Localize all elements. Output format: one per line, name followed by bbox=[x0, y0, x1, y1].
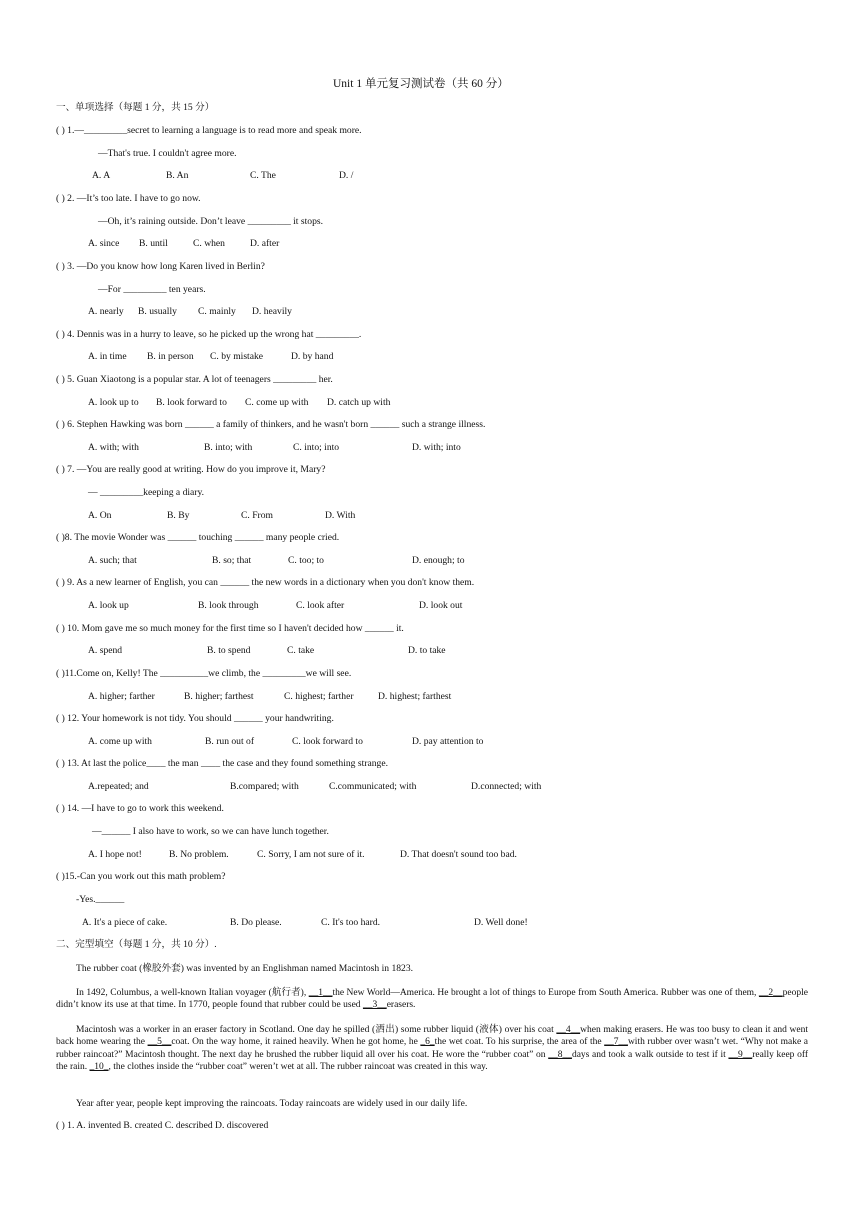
question-2-reply: —Oh, it’s raining outside. Don’t leave _________ it stops. bbox=[98, 216, 323, 227]
question-7-stem: ( ) 7. —You are really good at writing. How do you improve it, Mary? bbox=[56, 464, 326, 475]
question-1-option-d: D. / bbox=[339, 170, 354, 181]
blank-8[interactable]: __8__ bbox=[548, 1049, 572, 1060]
question-6-stem: ( ) 6. Stephen Hawking was born ______ a family of thinkers, and he wasn't born ______ such a strange illness. bbox=[56, 419, 486, 430]
question-5-option-a: A. look up to bbox=[88, 397, 139, 408]
question-13-option-d: D.connected; with bbox=[471, 781, 542, 792]
question-12-option-d: D. pay attention to bbox=[412, 736, 484, 747]
question-2-option-c: C. when bbox=[193, 238, 225, 249]
blank-1[interactable]: __1__ bbox=[308, 988, 333, 998]
blank-5[interactable]: __5__ bbox=[147, 1037, 172, 1048]
question-12-stem: ( ) 12. Your homework is not tidy. You should ______ your handwriting. bbox=[56, 713, 334, 724]
question-3-option-c: C. mainly bbox=[198, 306, 236, 317]
question-8-stem: ( )8. The movie Wonder was ______ touching ______ many people cried. bbox=[56, 532, 340, 543]
section1-heading: 一、单项选择（每题 1 分，共 15 分） bbox=[56, 102, 215, 113]
question-15-option-a: A. It's a piece of cake. bbox=[82, 917, 168, 928]
question-11-option-c: C. highest; farther bbox=[284, 691, 354, 702]
question-13-stem: ( ) 13. At last the police____ the man ____ the case and they found something strange. bbox=[56, 758, 388, 769]
question-6-option-c: C. into; into bbox=[293, 442, 340, 453]
question-3-stem: ( ) 3. —Do you know how long Karen lived in Berlin? bbox=[56, 261, 265, 272]
blank-7[interactable]: __7__ bbox=[604, 1037, 628, 1048]
question-10-option-c: C. take bbox=[287, 645, 315, 656]
question-7-option-c: C. From bbox=[241, 510, 273, 521]
question-7-option-a: A. On bbox=[88, 510, 112, 521]
blank-4[interactable]: __4__ bbox=[556, 1025, 581, 1035]
question-10-stem: ( ) 10. Mom gave me so much money for the first time so I haven't decided how ______ it. bbox=[56, 623, 404, 634]
question-10-option-a: A. spend bbox=[88, 645, 123, 656]
question-1-option-b: B. An bbox=[166, 170, 189, 181]
question-14-reply: —______ I also have to work, so we can have lunch together. bbox=[92, 826, 329, 837]
blank-2[interactable]: __2__ bbox=[758, 988, 783, 998]
question-13-option-a: A.repeated; and bbox=[88, 781, 149, 792]
passage-paragraph-4: Year after year, people kept improving the raincoats. Today raincoats are widely used in our daily life. bbox=[76, 1098, 468, 1109]
question-13-option-c: C.communicated; with bbox=[329, 781, 417, 792]
question-1-stem: ( ) 1.—_________secret to learning a language is to read more and speak more. bbox=[56, 125, 362, 136]
question-4-option-c: C. by mistake bbox=[210, 351, 264, 362]
question-9-option-b: B. look through bbox=[198, 600, 259, 611]
question-14-option-b: B. No problem. bbox=[169, 849, 229, 860]
question-12-option-a: A. come up with bbox=[88, 736, 152, 747]
question-8-option-a: A. such; that bbox=[88, 555, 137, 566]
question-14-stem: ( ) 14. —I have to go to work this weekend. bbox=[56, 803, 224, 814]
question-5-option-b: B. look forward to bbox=[156, 397, 227, 408]
question-5-option-d: D. catch up with bbox=[327, 397, 391, 408]
question-15-option-b: B. Do please. bbox=[230, 917, 282, 928]
cloze-question-1: ( ) 1. A. invented B. created C. described D. discovered bbox=[56, 1120, 269, 1131]
question-4-option-a: A. in time bbox=[88, 351, 127, 362]
question-14-option-d: D. That doesn't sound too bad. bbox=[400, 849, 517, 860]
question-7-option-b: B. By bbox=[167, 510, 190, 521]
question-11-option-a: A. higher; farther bbox=[88, 691, 155, 702]
question-13-option-b: B.compared; with bbox=[230, 781, 299, 792]
question-10-option-b: B. to spend bbox=[207, 645, 251, 656]
question-3-reply: —For _________ ten years. bbox=[98, 284, 206, 295]
question-4-option-d: D. by hand bbox=[291, 351, 334, 362]
passage-paragraph-1: The rubber coat (橡胶外套) was invented by an Englishman named Macintosh in 1823. bbox=[76, 963, 414, 974]
question-11-stem: ( )11.Come on, Kelly! The __________we climb, the _________we will see. bbox=[56, 668, 352, 679]
question-15-option-c: C. It's too hard. bbox=[321, 917, 381, 928]
question-11-option-b: B. higher; farthest bbox=[184, 691, 254, 702]
question-12-option-b: B. run out of bbox=[205, 736, 255, 747]
question-4-stem: ( ) 4. Dennis was in a hurry to leave, so he picked up the wrong hat _________. bbox=[56, 329, 362, 340]
question-9-option-a: A. look up bbox=[88, 600, 129, 611]
question-2-option-b: B. until bbox=[139, 238, 168, 249]
question-8-option-d: D. enough; to bbox=[412, 555, 465, 566]
question-1-option-a: A. A bbox=[92, 170, 111, 181]
page-title: Unit 1 单元复习测试卷（共 60 分） bbox=[333, 78, 509, 90]
question-1-option-c: C. The bbox=[250, 170, 276, 181]
blank-3[interactable]: __3__ bbox=[362, 1000, 387, 1011]
question-3-option-a: A. nearly bbox=[88, 306, 124, 317]
question-14-option-c: C. Sorry, I am not sure of it. bbox=[257, 849, 365, 860]
section2-heading: 二、完型填空（每题 1 分，共 10 分）. bbox=[56, 939, 217, 950]
passage-paragraph-3: Macintosh was a worker in an eraser factory in Scotland. One day he spilled (洒出) some rubber liquid (液体) over his coat __4__when making erasers. He was too busy to clean it and went back home wearing the __5__coat. On the way home, it rained heavily. When he got home, he _6_the wet coat. To his surprise, the area of the __7__with rubber over wasn’t wet. “Why not make a rubber raincoat?” Macintosh thought. The next day he brushed the rubber liquid all over his coat. He wore the “rubber coat” on __8__days and took a walk outside to test if it __9__really keep off the rain. _10_, the clothes inside the “rubber coat” weren’t wet at all. The rubber raincoat was created in this way. bbox=[56, 1025, 809, 1072]
question-1-reply: —That's true. I couldn't agree more. bbox=[98, 148, 237, 159]
question-8-option-b: B. so; that bbox=[212, 555, 252, 566]
question-8-option-c: C. too; to bbox=[288, 555, 324, 566]
question-15-reply: -Yes.______ bbox=[76, 894, 125, 905]
question-7-option-d: D. With bbox=[325, 510, 356, 521]
question-10-option-d: D. to take bbox=[408, 645, 446, 656]
question-14-option-a: A. I hope not! bbox=[88, 849, 142, 860]
question-15-option-d: D. Well done! bbox=[474, 917, 528, 928]
question-12-option-c: C. look forward to bbox=[292, 736, 363, 747]
blank-10[interactable]: _10_ bbox=[89, 1061, 109, 1072]
blank-6[interactable]: _6_ bbox=[420, 1037, 435, 1048]
question-9-stem: ( ) 9. As a new learner of English, you can ______ the new words in a dictionary when you don't know them. bbox=[56, 577, 475, 588]
question-2-stem: ( ) 2. —It’s too late. I have to go now. bbox=[56, 193, 201, 204]
question-4-option-b: B. in person bbox=[147, 351, 194, 362]
question-15-stem: ( )15.-Can you work out this math problem? bbox=[56, 871, 226, 882]
question-9-option-d: D. look out bbox=[419, 600, 463, 611]
question-6-option-b: B. into; with bbox=[204, 442, 253, 453]
question-5-option-c: C. come up with bbox=[245, 397, 309, 408]
blank-9[interactable]: __9__ bbox=[728, 1049, 753, 1060]
question-6-option-a: A. with; with bbox=[88, 442, 139, 453]
question-2-option-a: A. since bbox=[88, 238, 120, 249]
question-11-option-d: D. highest; farthest bbox=[378, 691, 452, 702]
question-9-option-c: C. look after bbox=[296, 600, 345, 611]
passage-paragraph-2: In 1492, Columbus, a well-known Italian voyager (航行者), __1__the New World—America. He brought a lot of things to Europe from South America. Rubber was one of them, __2__people didn’t know its use at that time. In 1770, people found that rubber could be used __3__erasers. bbox=[56, 988, 808, 1011]
question-5-stem: ( ) 5. Guan Xiaotong is a popular star. A lot of teenagers _________ her. bbox=[56, 374, 333, 385]
question-3-option-d: D. heavily bbox=[252, 306, 292, 317]
question-6-option-d: D. with; into bbox=[412, 442, 461, 453]
question-3-option-b: B. usually bbox=[138, 306, 177, 317]
question-2-option-d: D. after bbox=[250, 238, 280, 249]
question-7-reply: — _________keeping a diary. bbox=[88, 487, 205, 498]
